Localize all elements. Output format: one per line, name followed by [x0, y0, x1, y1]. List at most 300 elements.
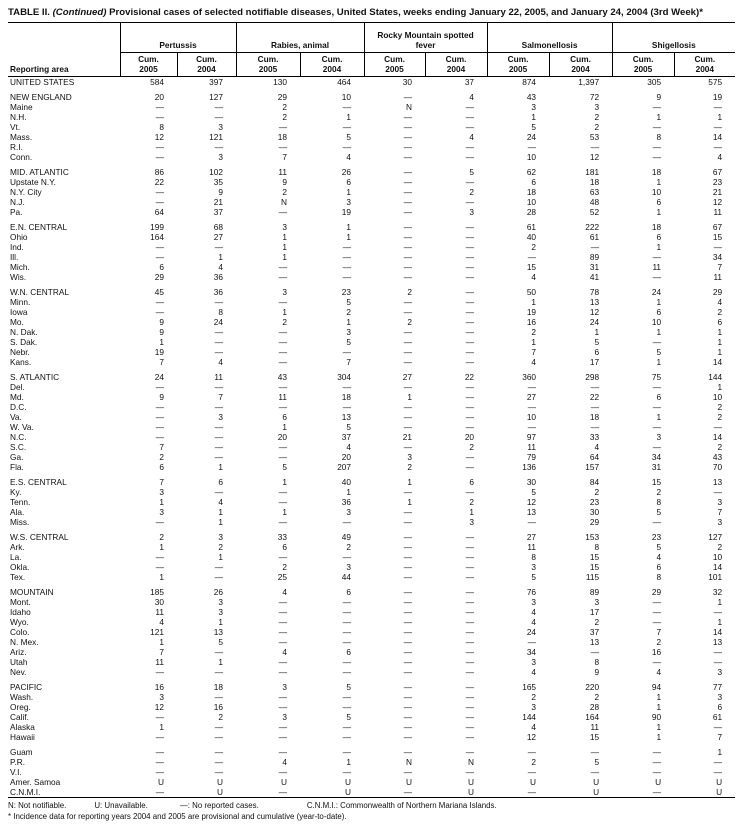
- value-cell: —: [527, 402, 537, 413]
- table-row: [8, 702, 735, 712]
- value-cell: —: [278, 637, 288, 648]
- col-header-rabies-cum-2004: Cum. 2004: [300, 52, 364, 76]
- value-cell: 22: [589, 392, 600, 403]
- value-cell: 3: [531, 597, 537, 608]
- group-header-row: [8, 22, 735, 52]
- value-cell: —: [342, 617, 352, 628]
- value-cell: 13: [712, 637, 723, 648]
- value-cell: 64: [589, 452, 600, 463]
- value-cell: 94: [651, 682, 662, 693]
- value-cell: 15: [589, 552, 600, 563]
- value-cell: 3: [656, 432, 662, 443]
- value-cell: 360: [522, 372, 537, 383]
- col-header-shigellosis-cum-2005: Cum. 2005: [612, 52, 674, 76]
- col-header-salmonellosis-cum-2005: Cum. 2005: [487, 52, 549, 76]
- value-cell: —: [342, 102, 352, 113]
- value-cell: 2: [282, 317, 288, 328]
- table-row: [8, 132, 735, 142]
- value-cell: U: [217, 787, 224, 798]
- value-cell: 144: [708, 372, 723, 383]
- value-cell: —: [155, 422, 164, 433]
- table-row: [8, 607, 735, 617]
- row-label-cell: Ohio: [10, 232, 28, 243]
- table-row: [8, 487, 735, 497]
- value-cell: 10: [712, 552, 723, 563]
- row-label-cell: Guam: [10, 747, 33, 758]
- table-row: [8, 747, 735, 757]
- value-cell: —: [713, 657, 723, 668]
- value-cell: 40: [341, 477, 352, 488]
- value-cell: —: [214, 142, 224, 153]
- table-row: [8, 667, 735, 677]
- value-cell: —: [403, 412, 413, 423]
- col-header-rabies-cum-2005: Cum. 2005: [236, 52, 300, 76]
- value-cell: —: [652, 272, 662, 283]
- row-label-cell: Utah: [10, 657, 28, 668]
- table-row: [8, 382, 735, 392]
- value-cell: —: [465, 572, 475, 583]
- value-cell: U: [406, 777, 413, 788]
- value-cell: 1: [656, 297, 662, 308]
- table-row: [8, 692, 735, 702]
- value-cell: —: [278, 382, 288, 393]
- value-cell: 12: [526, 732, 537, 743]
- value-cell: —: [278, 657, 288, 668]
- value-cell: —: [155, 432, 164, 443]
- value-cell: 67: [712, 222, 723, 233]
- value-cell: —: [155, 252, 164, 263]
- row-label-cell: Colo.: [10, 627, 30, 638]
- value-cell: —: [403, 587, 413, 598]
- row-label-cell: Tex.: [10, 572, 26, 583]
- value-cell: —: [214, 112, 224, 123]
- value-cell: 18: [589, 177, 600, 188]
- value-cell: —: [214, 722, 224, 733]
- value-cell: —: [403, 702, 413, 713]
- value-cell: 8: [656, 572, 662, 583]
- value-cell: 5: [218, 637, 224, 648]
- value-cell: 3: [346, 197, 352, 208]
- value-cell: —: [465, 732, 475, 743]
- value-cell: 29: [154, 272, 164, 283]
- value-cell: —: [527, 767, 537, 778]
- value-cell: 18: [589, 412, 600, 423]
- table-row: [8, 307, 735, 317]
- value-cell: 1: [282, 252, 288, 263]
- value-cell: 6: [656, 197, 662, 208]
- value-cell: 2: [346, 307, 352, 318]
- value-cell: —: [527, 422, 537, 433]
- row-label-cell: Mich.: [10, 262, 30, 273]
- value-cell: 34: [712, 252, 723, 263]
- value-cell: 35: [213, 177, 224, 188]
- value-cell: 1: [717, 617, 723, 628]
- value-cell: 8: [656, 497, 662, 508]
- row-label-cell: MOUNTAIN: [10, 587, 54, 598]
- value-cell: 26: [341, 167, 352, 178]
- value-cell: N: [406, 102, 413, 113]
- value-cell: 2: [407, 317, 413, 328]
- value-cell: —: [465, 242, 475, 253]
- value-cell: U: [716, 777, 723, 788]
- value-cell: —: [713, 607, 723, 618]
- value-cell: —: [652, 442, 662, 453]
- value-cell: —: [465, 767, 475, 778]
- value-cell: 2: [656, 637, 662, 648]
- value-cell: U: [345, 787, 352, 798]
- value-cell: 84: [589, 477, 600, 488]
- value-cell: —: [465, 487, 475, 498]
- value-cell: 18: [341, 392, 352, 403]
- row-label-cell: E.N. CENTRAL: [10, 222, 68, 233]
- value-cell: 4: [531, 722, 537, 733]
- value-cell: —: [403, 327, 413, 338]
- value-cell: 9: [656, 92, 662, 103]
- value-cell: —: [278, 667, 288, 678]
- value-cell: 3: [282, 682, 288, 693]
- value-cell: 5: [531, 122, 537, 133]
- value-cell: —: [403, 542, 413, 553]
- value-cell: —: [214, 562, 224, 573]
- value-cell: 48: [589, 197, 600, 208]
- value-cell: —: [403, 242, 413, 253]
- value-cell: 2: [531, 242, 537, 253]
- value-cell: —: [465, 657, 475, 668]
- value-cell: —: [342, 142, 352, 153]
- value-cell: 1: [282, 232, 288, 243]
- value-cell: —: [278, 597, 288, 608]
- row-label-cell: D.C.: [10, 402, 27, 413]
- value-cell: 21: [213, 197, 224, 208]
- table-row: [8, 167, 735, 177]
- table-row: [8, 392, 735, 402]
- value-cell: 144: [522, 712, 537, 723]
- value-cell: —: [342, 272, 352, 283]
- table-row: [8, 777, 735, 787]
- value-cell: 6: [531, 177, 537, 188]
- value-cell: 2: [717, 307, 723, 318]
- value-cell: —: [403, 597, 413, 608]
- value-cell: —: [465, 102, 475, 113]
- value-cell: —: [278, 787, 288, 798]
- value-cell: 9: [282, 177, 288, 188]
- value-cell: 11: [278, 392, 288, 403]
- value-cell: 4: [469, 92, 475, 103]
- value-cell: 72: [589, 92, 600, 103]
- value-cell: 9: [218, 187, 224, 198]
- value-cell: —: [403, 402, 413, 413]
- value-cell: —: [465, 252, 475, 263]
- value-cell: 127: [708, 532, 723, 543]
- row-label-cell: Idaho: [10, 607, 31, 618]
- value-cell: 3: [531, 562, 537, 573]
- value-cell: 29: [589, 517, 600, 528]
- value-cell: —: [403, 142, 413, 153]
- value-cell: 17: [589, 357, 600, 368]
- value-cell: —: [465, 402, 475, 413]
- value-cell: 24: [213, 317, 224, 328]
- row-label-cell: W. Va.: [10, 422, 34, 433]
- value-cell: —: [342, 767, 352, 778]
- row-label-cell: Ind.: [10, 242, 24, 253]
- value-cell: —: [342, 252, 352, 263]
- value-cell: —: [155, 112, 164, 123]
- table-row: [8, 657, 735, 667]
- row-label-cell: N.Y. City: [10, 187, 42, 198]
- value-cell: —: [652, 122, 662, 133]
- value-cell: 2: [594, 617, 600, 628]
- value-cell: —: [403, 222, 413, 233]
- value-cell: 4: [656, 552, 662, 563]
- value-cell: —: [527, 747, 537, 758]
- value-cell: —: [214, 402, 224, 413]
- value-cell: —: [590, 382, 600, 393]
- row-label-cell: MID. ATLANTIC: [10, 167, 69, 178]
- value-cell: —: [465, 597, 475, 608]
- value-cell: —: [652, 382, 662, 393]
- value-cell: —: [342, 627, 352, 638]
- value-cell: —: [652, 767, 662, 778]
- value-cell: 30: [402, 77, 413, 88]
- value-cell: 61: [712, 712, 723, 723]
- value-cell: —: [713, 142, 723, 153]
- row-label-cell: Tenn.: [10, 497, 31, 508]
- group-header-shigellosis: Shigellosis: [612, 22, 735, 52]
- value-cell: 6: [346, 587, 352, 598]
- value-cell: 17: [589, 607, 600, 618]
- value-cell: —: [342, 517, 352, 528]
- value-cell: —: [403, 252, 413, 263]
- value-cell: —: [403, 787, 413, 798]
- value-cell: 8: [159, 122, 164, 133]
- table-row: [8, 597, 735, 607]
- value-cell: U: [468, 787, 475, 798]
- value-cell: 27: [213, 232, 224, 243]
- table-row: [8, 562, 735, 572]
- row-label-cell: PACIFIC: [10, 682, 43, 693]
- value-cell: —: [342, 242, 352, 253]
- value-cell: —: [403, 442, 413, 453]
- value-cell: —: [342, 382, 352, 393]
- value-cell: —: [403, 487, 413, 498]
- value-cell: 127: [209, 92, 224, 103]
- value-cell: 5: [346, 132, 352, 143]
- value-cell: 40: [526, 232, 537, 243]
- row-label-cell: W.N. CENTRAL: [10, 287, 70, 298]
- value-cell: U: [217, 777, 224, 788]
- value-cell: —: [155, 152, 164, 163]
- table-row: [8, 222, 735, 232]
- value-cell: —: [214, 732, 224, 743]
- value-cell: 185: [150, 587, 164, 598]
- row-label-cell: N. Dak.: [10, 327, 38, 338]
- value-cell: N: [281, 197, 288, 208]
- value-cell: 22: [464, 372, 475, 383]
- value-cell: 15: [589, 732, 600, 743]
- value-cell: 10: [526, 152, 537, 163]
- value-cell: —: [403, 657, 413, 668]
- value-cell: 89: [589, 587, 600, 598]
- value-cell: —: [278, 732, 288, 743]
- value-cell: —: [465, 412, 475, 423]
- table-row: [8, 647, 735, 657]
- value-cell: —: [465, 177, 475, 188]
- value-cell: —: [403, 187, 413, 198]
- table-row: [8, 142, 735, 152]
- value-cell: 8: [594, 657, 600, 668]
- col-header-salmonellosis-cum-2004: Cum. 2004: [549, 52, 612, 76]
- table-row: [8, 757, 735, 767]
- value-cell: 6: [218, 477, 224, 488]
- row-label-cell: Upstate N.Y.: [10, 177, 56, 188]
- value-cell: 102: [209, 167, 224, 178]
- value-cell: 1: [656, 722, 662, 733]
- value-cell: —: [403, 552, 413, 563]
- value-cell: 5: [594, 757, 600, 768]
- value-cell: 2: [594, 122, 600, 133]
- value-cell: 1: [159, 637, 164, 648]
- value-cell: 3: [218, 607, 224, 618]
- value-cell: 2: [282, 112, 288, 123]
- value-cell: —: [155, 517, 164, 528]
- table-title: [8, 7, 732, 19]
- value-cell: —: [465, 712, 475, 723]
- value-cell: —: [214, 572, 224, 583]
- value-cell: —: [652, 252, 662, 263]
- value-cell: —: [713, 647, 723, 658]
- value-cell: 86: [154, 167, 164, 178]
- row-label-cell: Ga.: [10, 452, 24, 463]
- value-cell: 1: [656, 702, 662, 713]
- table-row: [8, 462, 735, 472]
- value-cell: —: [652, 617, 662, 628]
- value-cell: 3: [531, 102, 537, 113]
- value-cell: 3: [282, 287, 288, 298]
- row-label-cell: Pa.: [10, 207, 23, 218]
- value-cell: 3: [717, 517, 723, 528]
- value-cell: 31: [651, 462, 662, 473]
- value-cell: 7: [282, 152, 288, 163]
- value-cell: 28: [589, 702, 600, 713]
- table-row: [8, 122, 735, 132]
- value-cell: 1: [159, 572, 164, 583]
- value-cell: 5: [656, 507, 662, 518]
- value-cell: —: [713, 242, 723, 253]
- value-cell: 3: [469, 517, 475, 528]
- value-cell: —: [652, 152, 662, 163]
- table-row: [8, 477, 735, 487]
- value-cell: 9: [159, 317, 164, 328]
- value-cell: 7: [717, 732, 723, 743]
- value-cell: 61: [526, 222, 537, 233]
- value-cell: —: [465, 747, 475, 758]
- value-cell: 11: [527, 442, 537, 453]
- value-cell: 181: [585, 167, 600, 178]
- table-row: [8, 272, 735, 282]
- col-header-rmsf-cum-2004: Cum. 2004: [425, 52, 487, 76]
- value-cell: 8: [531, 552, 537, 563]
- value-cell: —: [590, 242, 600, 253]
- value-cell: —: [527, 382, 537, 393]
- value-cell: 5: [656, 542, 662, 553]
- value-cell: 29: [651, 587, 662, 598]
- value-cell: 11: [155, 657, 164, 668]
- value-cell: —: [652, 787, 662, 798]
- value-cell: —: [403, 722, 413, 733]
- row-label-cell: Wis.: [10, 272, 27, 283]
- value-cell: —: [527, 252, 537, 263]
- value-cell: 1: [407, 392, 413, 403]
- value-cell: —: [652, 422, 662, 433]
- table-row: [8, 297, 735, 307]
- value-cell: 24: [651, 287, 662, 298]
- value-cell: 4: [531, 272, 537, 283]
- value-cell: —: [713, 102, 723, 113]
- row-label-cell: Md.: [10, 392, 24, 403]
- value-cell: 10: [651, 317, 662, 328]
- row-label-cell: E.S. CENTRAL: [10, 477, 67, 488]
- row-label-cell: Va.: [10, 412, 22, 423]
- row-label-cell: Ala.: [10, 507, 25, 518]
- value-cell: —: [527, 142, 537, 153]
- value-cell: —: [155, 767, 164, 778]
- value-cell: —: [342, 347, 352, 358]
- value-cell: —: [278, 262, 288, 273]
- value-cell: 44: [341, 572, 352, 583]
- value-cell: 1: [218, 552, 224, 563]
- value-cell: —: [465, 307, 475, 318]
- value-cell: 18: [526, 187, 537, 198]
- value-cell: 4: [218, 357, 224, 368]
- value-cell: 34: [651, 452, 662, 463]
- table-row: [8, 552, 735, 562]
- value-cell: —: [403, 607, 413, 618]
- value-cell: 75: [651, 372, 662, 383]
- value-cell: 1: [346, 232, 352, 243]
- value-cell: —: [713, 722, 723, 733]
- reporting-area-header: Reporting area: [8, 22, 120, 76]
- value-cell: —: [214, 382, 224, 393]
- value-cell: —: [342, 402, 352, 413]
- value-cell: 6: [159, 462, 164, 473]
- value-cell: —: [342, 657, 352, 668]
- value-cell: —: [403, 92, 413, 103]
- table-row: [8, 232, 735, 242]
- value-cell: 2: [282, 562, 288, 573]
- value-cell: 53: [589, 132, 600, 143]
- value-cell: 1: [282, 477, 288, 488]
- value-cell: 21: [712, 187, 723, 198]
- value-cell: —: [465, 637, 475, 648]
- value-cell: —: [652, 657, 662, 668]
- table-row: [8, 242, 735, 252]
- table-row: [8, 497, 735, 507]
- disease-table: [8, 22, 735, 798]
- value-cell: —: [465, 422, 475, 433]
- value-cell: —: [465, 197, 475, 208]
- value-cell: 222: [585, 222, 600, 233]
- value-cell: 4: [594, 442, 600, 453]
- value-cell: 3: [282, 222, 288, 233]
- value-cell: 3: [717, 692, 723, 703]
- value-cell: —: [155, 402, 164, 413]
- value-cell: —: [155, 667, 164, 678]
- value-cell: 130: [273, 77, 288, 88]
- value-cell: 199: [150, 222, 164, 233]
- value-cell: 5: [469, 167, 475, 178]
- group-header-rabies-animal: Rabies, animal: [236, 22, 364, 52]
- value-cell: 23: [651, 532, 662, 543]
